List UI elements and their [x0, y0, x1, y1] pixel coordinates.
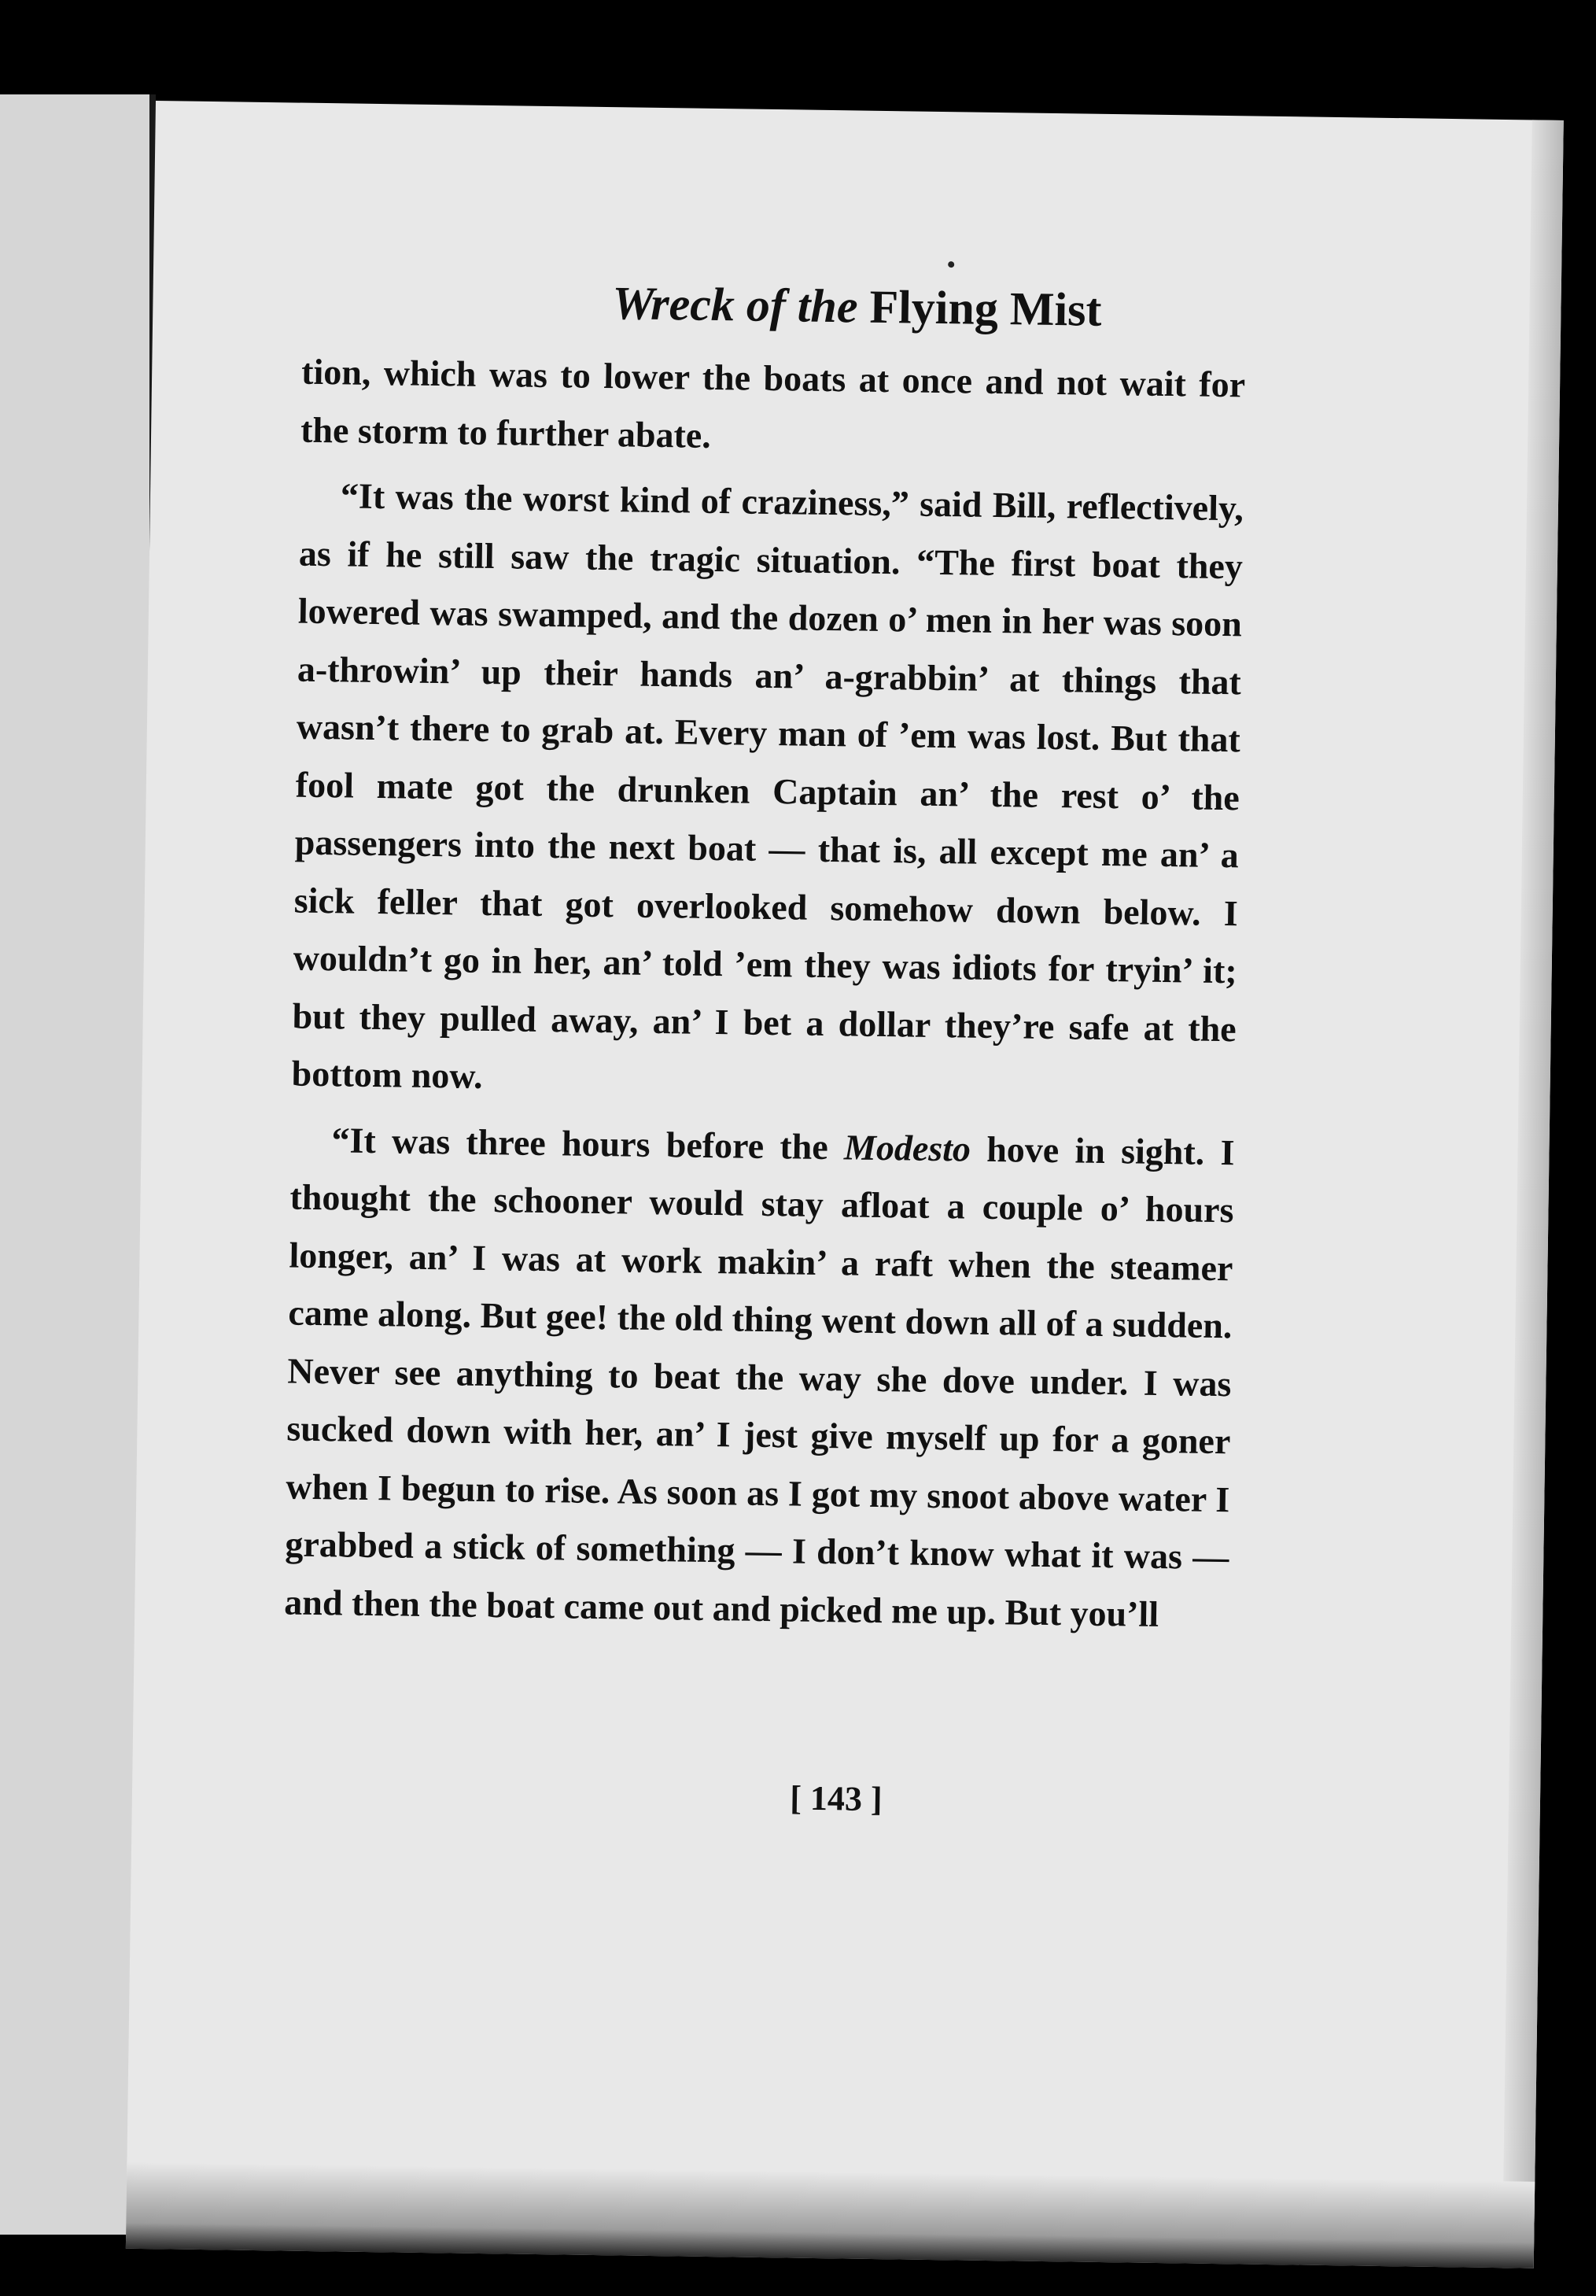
page-number: [ 143 ] [789, 1778, 883, 1819]
paragraph-text: hove in sight. I thought the schooner would stay afloat a couple o’ hours longer, an’ I was at work makin’ a raft when the steamer came along. But gee! the old thing went down all of a sudden. Never see anything to beat the way she dove under. I was sucked down with her, an’ I jest give myself up for a goner when I begun to rise. As soon as I got my snoot above water I grabbed a stick of something — I don’t know what it was — and then the boat came out and picked me up. But you’ll [284, 1128, 1235, 1634]
italic-ship-name: Modesto [843, 1126, 971, 1169]
facing-page-edge [0, 94, 149, 2235]
paragraph-text: tion, which was to lower the boats at once and not wait for the storm to further abate. [300, 351, 1246, 456]
running-head-italic: Wreck of the [611, 277, 858, 333]
scan-speck [948, 261, 954, 268]
paragraph [291, 467, 1244, 1116]
paragraph [284, 1110, 1235, 1644]
running-head-roman: Flying Mist [869, 280, 1102, 336]
paragraph-text: “It was three hours before the [331, 1119, 845, 1167]
running-head [153, 270, 1561, 344]
body-text [284, 343, 1246, 1652]
paragraph-text: “It was the worst kind of craziness,” said Bill, reflectively, as if he still saw the tragic situation. “The first boat they lowered was swamped, and the dozen o’ men in her was soon a-throwin’ up their hands an’ a-grabbin’ at things that wasn’t there to grab at. Every man of ’em was lost. But that fool mate got the drunken Captain an’ the rest o’ the passengers into the next boat — that is, all except me an’ a sick feller that got overlooked somehow down below. I wouldn’t go in her, an’ told ’em they was idiots for tryin’ it; but they pulled away, an’ I bet a dollar they’re safe at the bottom now. [291, 475, 1244, 1096]
paragraph [300, 343, 1246, 472]
book-page [126, 101, 1564, 2268]
